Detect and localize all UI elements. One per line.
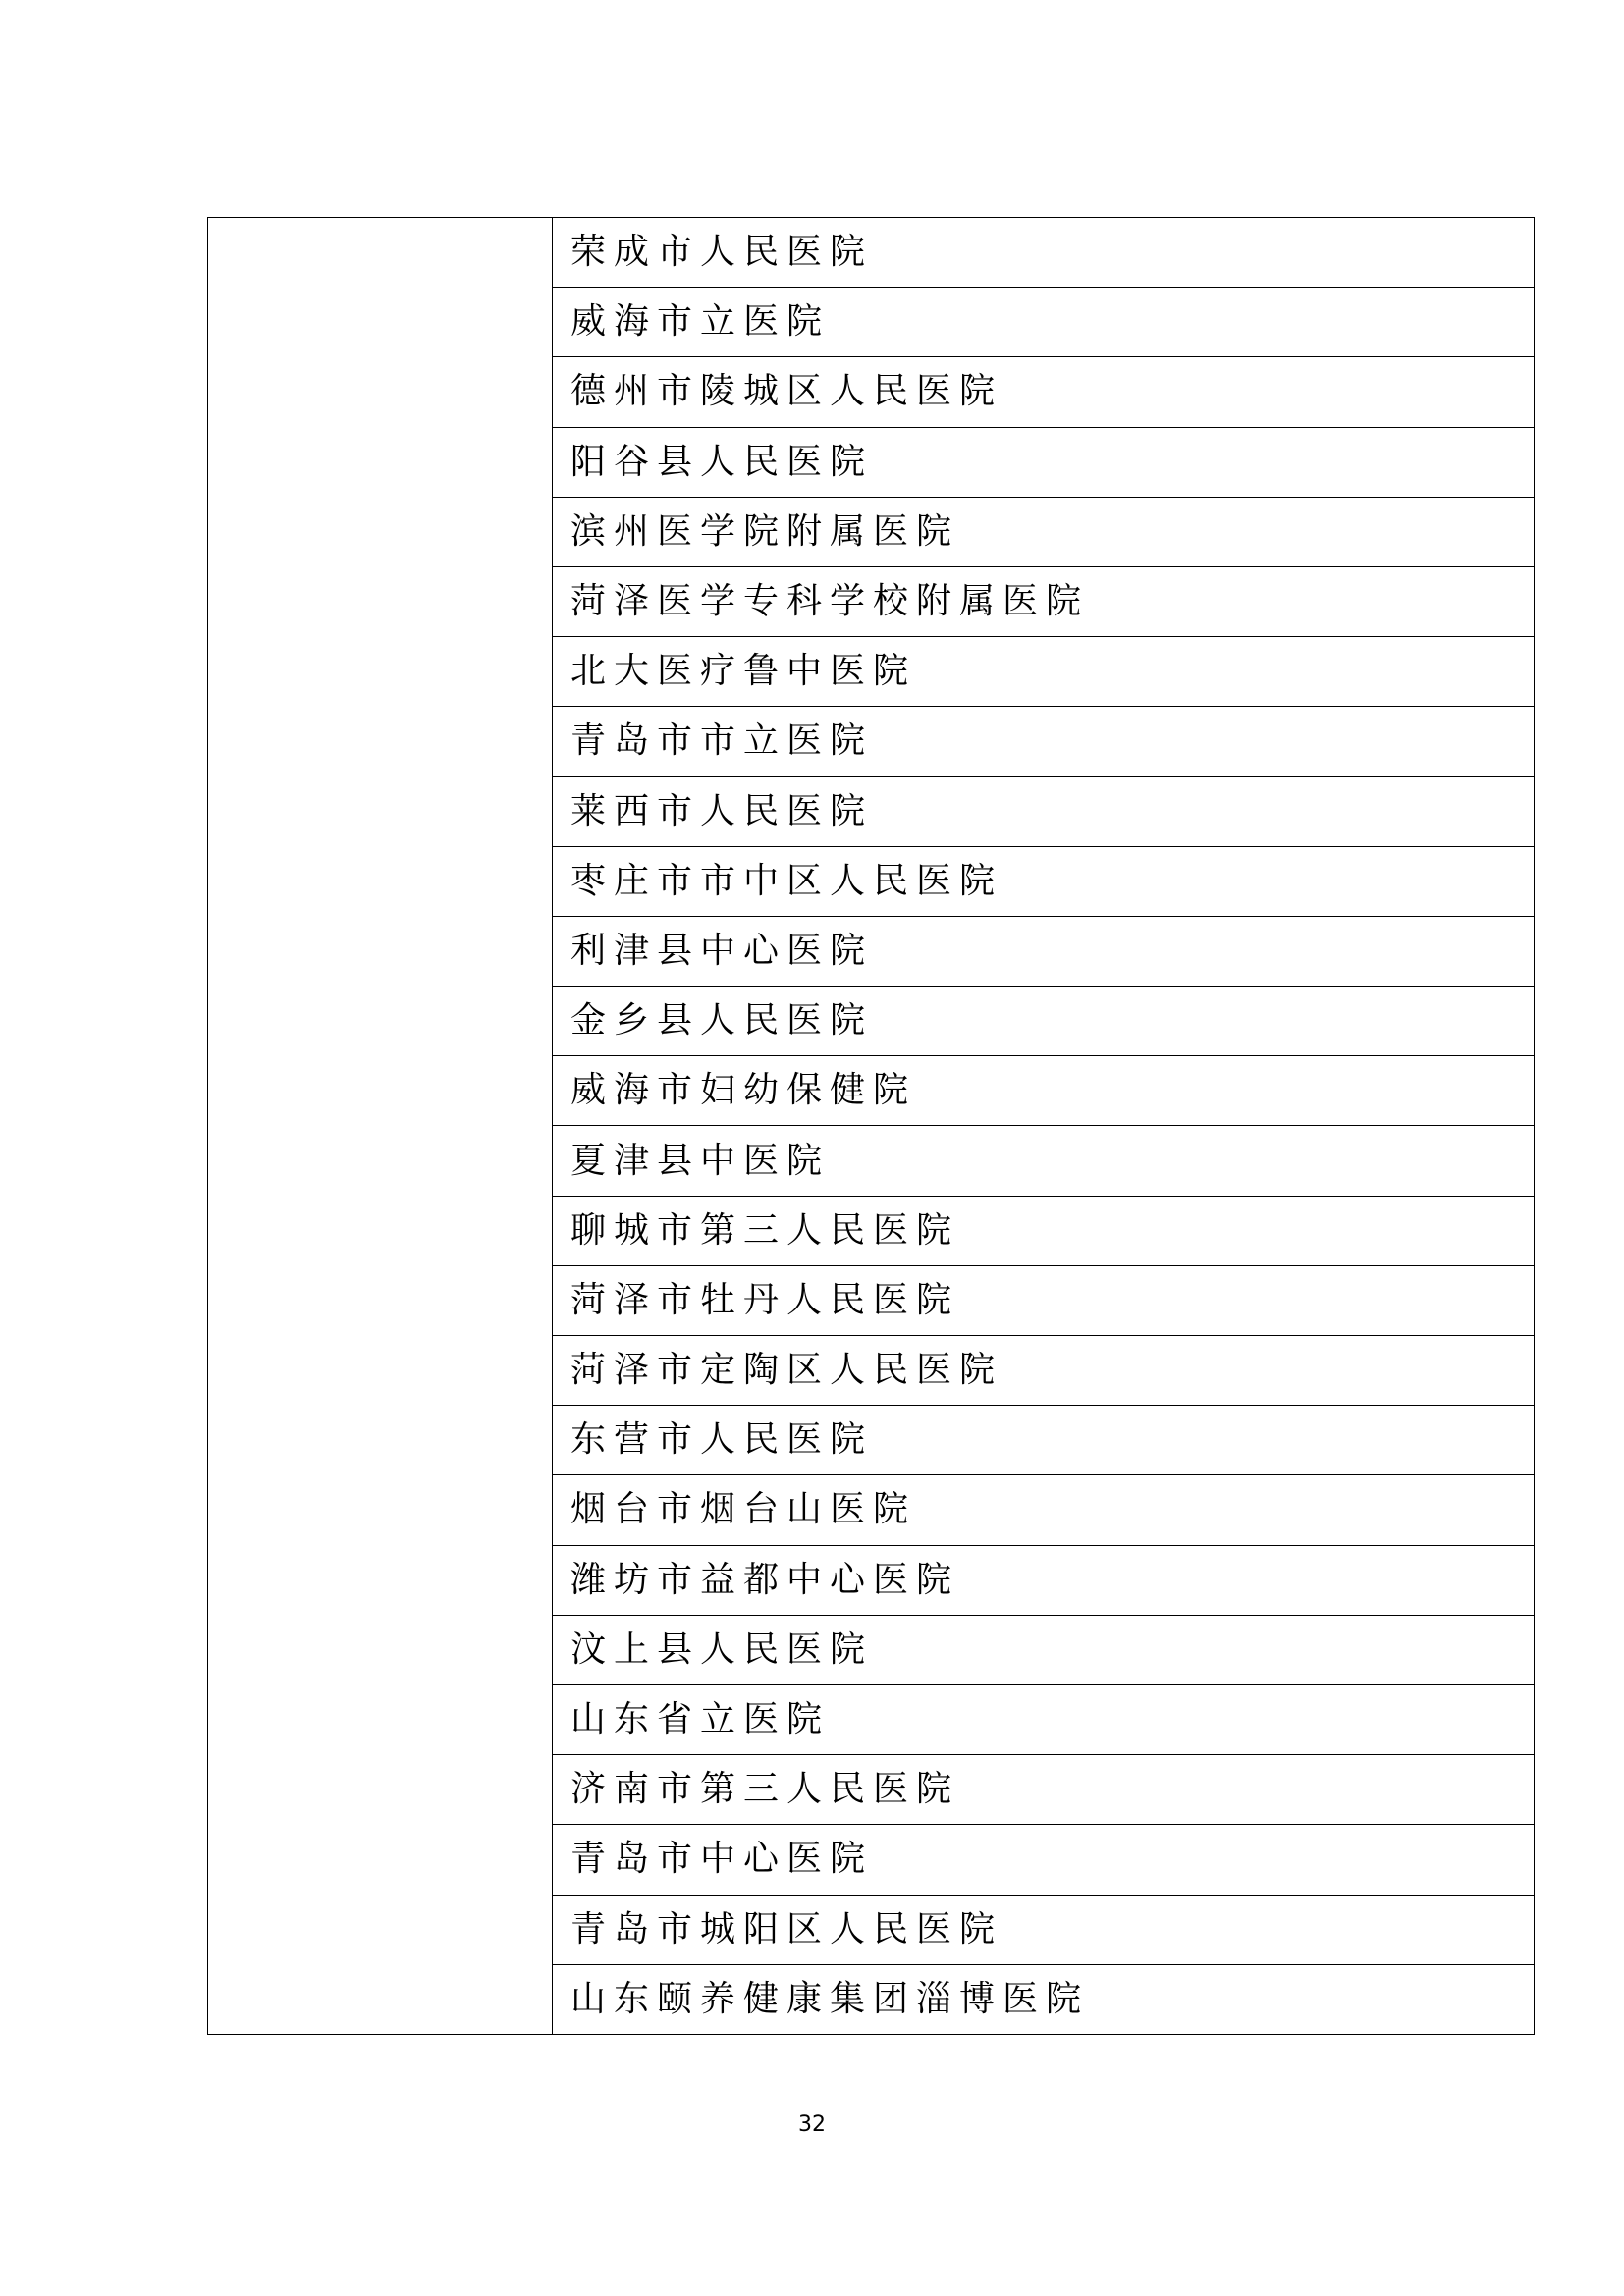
hospital-name-cell: 夏津县中医院 [553,1126,1535,1196]
hospital-name-cell: 东营市人民医院 [553,1406,1535,1475]
hospital-name-cell: 青岛市中心医院 [553,1825,1535,1895]
hospital-name-cell: 菏泽市牡丹人民医院 [553,1265,1535,1335]
hospital-name-cell: 聊城市第三人民医院 [553,1196,1535,1265]
hospital-table-body [208,218,1535,2035]
hospital-name-cell: 莱西市人民医院 [553,776,1535,846]
hospital-name-cell: 烟台市烟台山医院 [553,1475,1535,1545]
hospital-name-cell: 菏泽医学专科学校附属医院 [553,566,1535,636]
hospital-name-cell: 青岛市城阳区人民医院 [553,1895,1535,1964]
hospital-name-cell: 威海市妇幼保健院 [553,1056,1535,1126]
hospital-name-cell: 金乡县人民医院 [553,987,1535,1056]
hospital-name-cell: 济南市第三人民医院 [553,1755,1535,1825]
hospital-name-cell: 滨州医学院附属医院 [553,497,1535,566]
hospital-name-cell: 山东颐养健康集团淄博医院 [553,1964,1535,2034]
hospital-name-cell: 阳谷县人民医院 [553,427,1535,497]
hospital-name-cell: 山东省立医院 [553,1684,1535,1754]
table-row [208,218,1535,288]
hospital-name-cell: 汶上县人民医院 [553,1615,1535,1684]
hospital-table [207,217,1535,2035]
hospital-name-cell: 利津县中心医院 [553,916,1535,986]
hospital-name-cell: 荣成市人民医院 [553,218,1535,288]
hospital-name-cell: 潍坊市益都中心医院 [553,1545,1535,1615]
hospital-name-cell: 菏泽市定陶区人民医院 [553,1336,1535,1406]
hospital-name-cell: 北大医疗鲁中医院 [553,637,1535,707]
hospital-name-cell: 德州市陵城区人民医院 [553,357,1535,427]
hospital-name-cell: 枣庄市市中区人民医院 [553,846,1535,916]
page-number: 32 [798,2112,826,2137]
hospital-name-cell: 威海市立医院 [553,288,1535,357]
category-cell [208,218,553,2035]
hospital-name-cell: 青岛市市立医院 [553,707,1535,776]
